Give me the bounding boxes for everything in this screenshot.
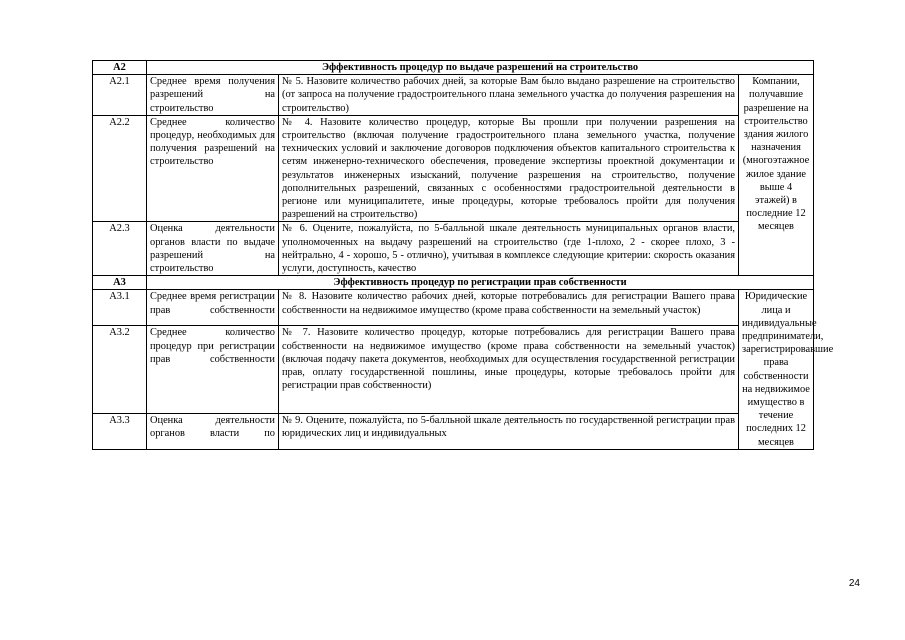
table-row [93,290,814,326]
section-title: Эффективность процедур по регистрации прав собственности [147,276,814,290]
question-cell: № 5. Назовите количество рабочих дней, за которые Вам было выдано разрешение на строительство (от запроса на получение градостроительного плана земельного участка до получения разрешения на строительство) [279,75,739,116]
respondents-cell: Юридические лица и индивидуальные предприниматели, зарегистрировавшие права собственности на недвижимое имущество в течение последних 12 месяцев [739,290,814,449]
row-code: А2.3 [93,222,147,276]
indicator-cell: Оценка деятельности органов власти по выдаче разрешений на строительство [147,222,279,276]
question-cell: № 4. Назовите количество процедур, которые Вы прошли при получении разрешения на строительство (включая получение градостроительного плана земельного участка, получение технических условий и заключение договоров подключения объектов капитального строительства к сетям инженерно-технического обеспечения, проведение экспертизы проектной документации и результатов инженерных изысканий, получение разрешения на строительство, получение дополнительных разрешений, связанных с особенностями градостроительной деятельности в регионе или муниципалитете, иные процедуры, которые требовалось пройти для получения разрешений на строительство) [279,115,739,222]
section-code: А3 [93,276,147,290]
section-title: Эффективность процедур по выдаче разрешений на строительство [147,61,814,75]
row-code: А2.1 [93,75,147,116]
row-code: А2.2 [93,115,147,222]
question-cell: № 7. Назовите количество процедур, которые потребовались для регистрации Вашего права собственности на недвижимое имущество (кроме права собственности на земельный участок) (включая подачу пакета документов, необходимых для осуществления государственной регистрации прав, оплату государственной пошлины, иные процедуры, которые требовалось пройти для регистрации прав собственности) [279,326,739,414]
row-code: А3.3 [93,414,147,450]
table-row [93,75,814,116]
table-row [93,222,814,276]
respondents-cell: Компании, получавшие разрешение на строительство здания жилого назначения (многоэтажное жилое здание выше 4 этажей) в последние 12 месяцев [739,75,814,276]
section-header-row [93,276,814,290]
indicator-cell: Среднее количество процедур, необходимых для получения разрешений на строительство [147,115,279,222]
question-cell: № 8. Назовите количество рабочих дней, которые потребовались для регистрации Вашего права собственности на недвижимое имущество (кроме права собственности на земельный участок) [279,290,739,326]
row-code: А3.2 [93,326,147,414]
indicator-cell: Среднее время регистрации прав собственности [147,290,279,326]
page-number: 24 [848,578,860,589]
indicator-cell: Среднее количество процедур при регистрации прав собственности [147,326,279,414]
table-row [93,414,814,450]
document-table [92,60,834,450]
table-row [93,326,814,414]
row-code: А3.1 [93,290,147,326]
indicator-cell: Оценка деятельности органов власти по [147,414,279,450]
indicator-cell: Среднее время получения разрешений на строительство [147,75,279,116]
question-cell: № 9. Оцените, пожалуйста, по 5-балльной шкале деятельность по государственной регистрации прав юридических лиц и индивидуальных [279,414,739,450]
question-cell: № 6. Оцените, пожалуйста, по 5-балльной шкале деятельность муниципальных органов власти, уполномоченных на выдачу разрешений на строительство (где 1-плохо, 2 - скорее плохо, 3 - нейтрально, 4 - хорошо, 5 - отлично), учитывая в комплексе следующие критерии: скорость оказания услуги, доступность, качество [279,222,739,276]
table-row [93,115,814,222]
section-header-row [93,61,814,75]
section-code: А2 [93,61,147,75]
